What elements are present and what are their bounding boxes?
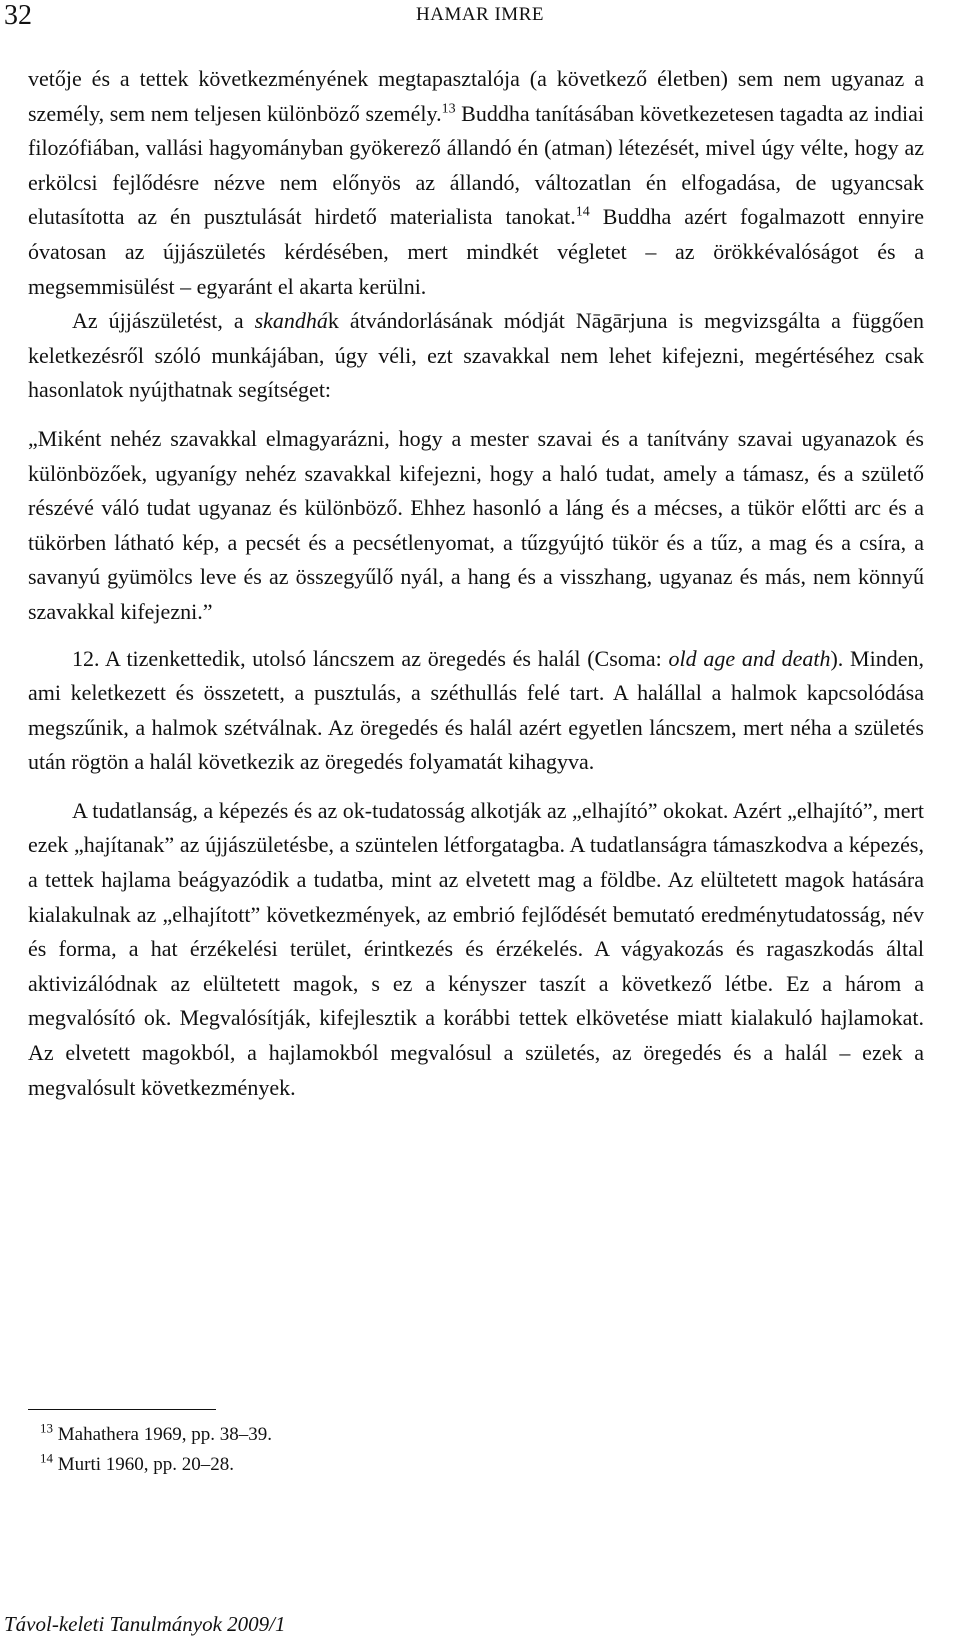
footnote-text: Murti 1960, pp. 20–28. [53, 1454, 235, 1475]
paragraph-text: vetője és a tettek következményének megtapasztalója (a következő életben) sem nem ugyanaz a személy, sem nem teljesen különböző személy. [28, 66, 924, 126]
block-quote: „Miként nehéz szavakkal elmagyarázni, hogy a mester szavai és a tanítvány szavai ugyanazok és különbözőek, ugyanígy nehéz szavakkal kifejezni, hogy a haló tudat, amely a támasz, és a születő részévé váló tudat ugyanaz és különböző. Ehhez hasonló a láng és a mécses, a tükör előtti arc és a tükörben látható kép, a pecsét és a pecsétlenyomat, a tűzgyújtó tükör és a tűz, a mag és a csíra, a savanyú gyümölcs leve és az összegyűlő nyál, a hang és a visszhang, ugyanaz és más, nem könnyű szavakkal kifejezni.” [28, 425, 924, 624]
paragraph-text: Az újjászületést, a [72, 308, 255, 334]
footnote-14 [40, 1450, 272, 1480]
paragraph-1 [28, 62, 924, 304]
paragraph-text: k átvándorlásának módját Nāgārjuna is megvizsgálta a függően keletkezésről szóló munkájában, úgy véli, ezt szavakkal nem lehet kifejezni, megértéséhez csak hasonlatok nyújthatnak segítséget: [28, 308, 924, 403]
footnotes [40, 1420, 272, 1480]
paragraph-text: Buddha tanításában következetesen tagadta az indiai filozófiában, vallási hagyományban gyökerező állandó én (atman) létezését, mivel úgy vélte, hogy az erkölcsi fejlődésre nézve nem előnyös az állandó, változatlan én elfogadása, de ugyancsak elutasította az én pusztulását hirdető materialista tanokat. [28, 100, 924, 230]
running-head: HAMAR IMRE [416, 4, 544, 25]
paragraph-2 [28, 304, 924, 408]
body-text [28, 62, 924, 1105]
footnote-ref-14: 14 [575, 205, 590, 221]
paragraph-text: ). Minden, ami keletkezett és összetett, a pusztulás, a széthullás felé tart. A halállal a halmok kapcsolódása megszűnik, a halmok szétválnak. Az öregedés és halál azért egyetlen láncszem, mert néha a születés után rögtön a halál következik az öregedés folyamatát kihagyva. [28, 645, 924, 775]
journal-footer: Távol-keleti Tanulmányok 2009/1 [4, 1612, 286, 1636]
footnote-ref-13: 13 [441, 101, 456, 117]
paragraph-text: 12. A tizenkettedik, utolsó láncszem az öregedés és halál (Csoma: [72, 645, 669, 671]
footnote-number: 14 [40, 1450, 53, 1466]
italic-term: old age and death [668, 645, 831, 671]
footnote-13 [40, 1420, 272, 1450]
page-number: 32 [4, 0, 32, 31]
footnote-text: Mahathera 1969, pp. 38–39. [53, 1424, 272, 1445]
italic-term: skandhá [254, 308, 328, 334]
paragraph-3 [28, 642, 924, 780]
footnote-number: 13 [40, 1420, 53, 1436]
paragraph-4: A tudatlanság, a képezés és az ok-tudatosság alkotják az „elhajító” okokat. Azért „elhajító”, mert ezek „hajítanak” az újjászületésbe, a szüntelen létforgatagba. A tudatlanságra támaszkodva a képezés, a tettek hajlama beágyazódik a tudatba, mint az elvetett mag a földbe. Az elültetett magok hatására kialakulnak az „elhajított” következmények, az embrió fejlődését bemutató eredménytudatosság, név és forma, a hat érzékelési terület, érintkezés és érzékelés. A vágyakozás és ragaszkodás által aktivizálódnak az elültetett magok, s ez a kényszer taszít a következő létbe. Ez a három a megvalósító ok. Megvalósítják, kifejlesztik a korábbi tettek elkövetése miatt kialakuló hajlamokat. Az elvetett magokból, a hajlamokból megvalósul a születés, az öregedés és a halál – ezek a megvalósult következmények. [28, 797, 924, 1100]
footnote-separator [28, 1409, 216, 1410]
paragraph-text: Buddha azért fogalmazott ennyire óvatosan az újjászületés kérdésében, mert mindkét végletet – az örökkévalóságot és a megsemmisülést – egyaránt el akarta kerülni. [28, 204, 924, 299]
